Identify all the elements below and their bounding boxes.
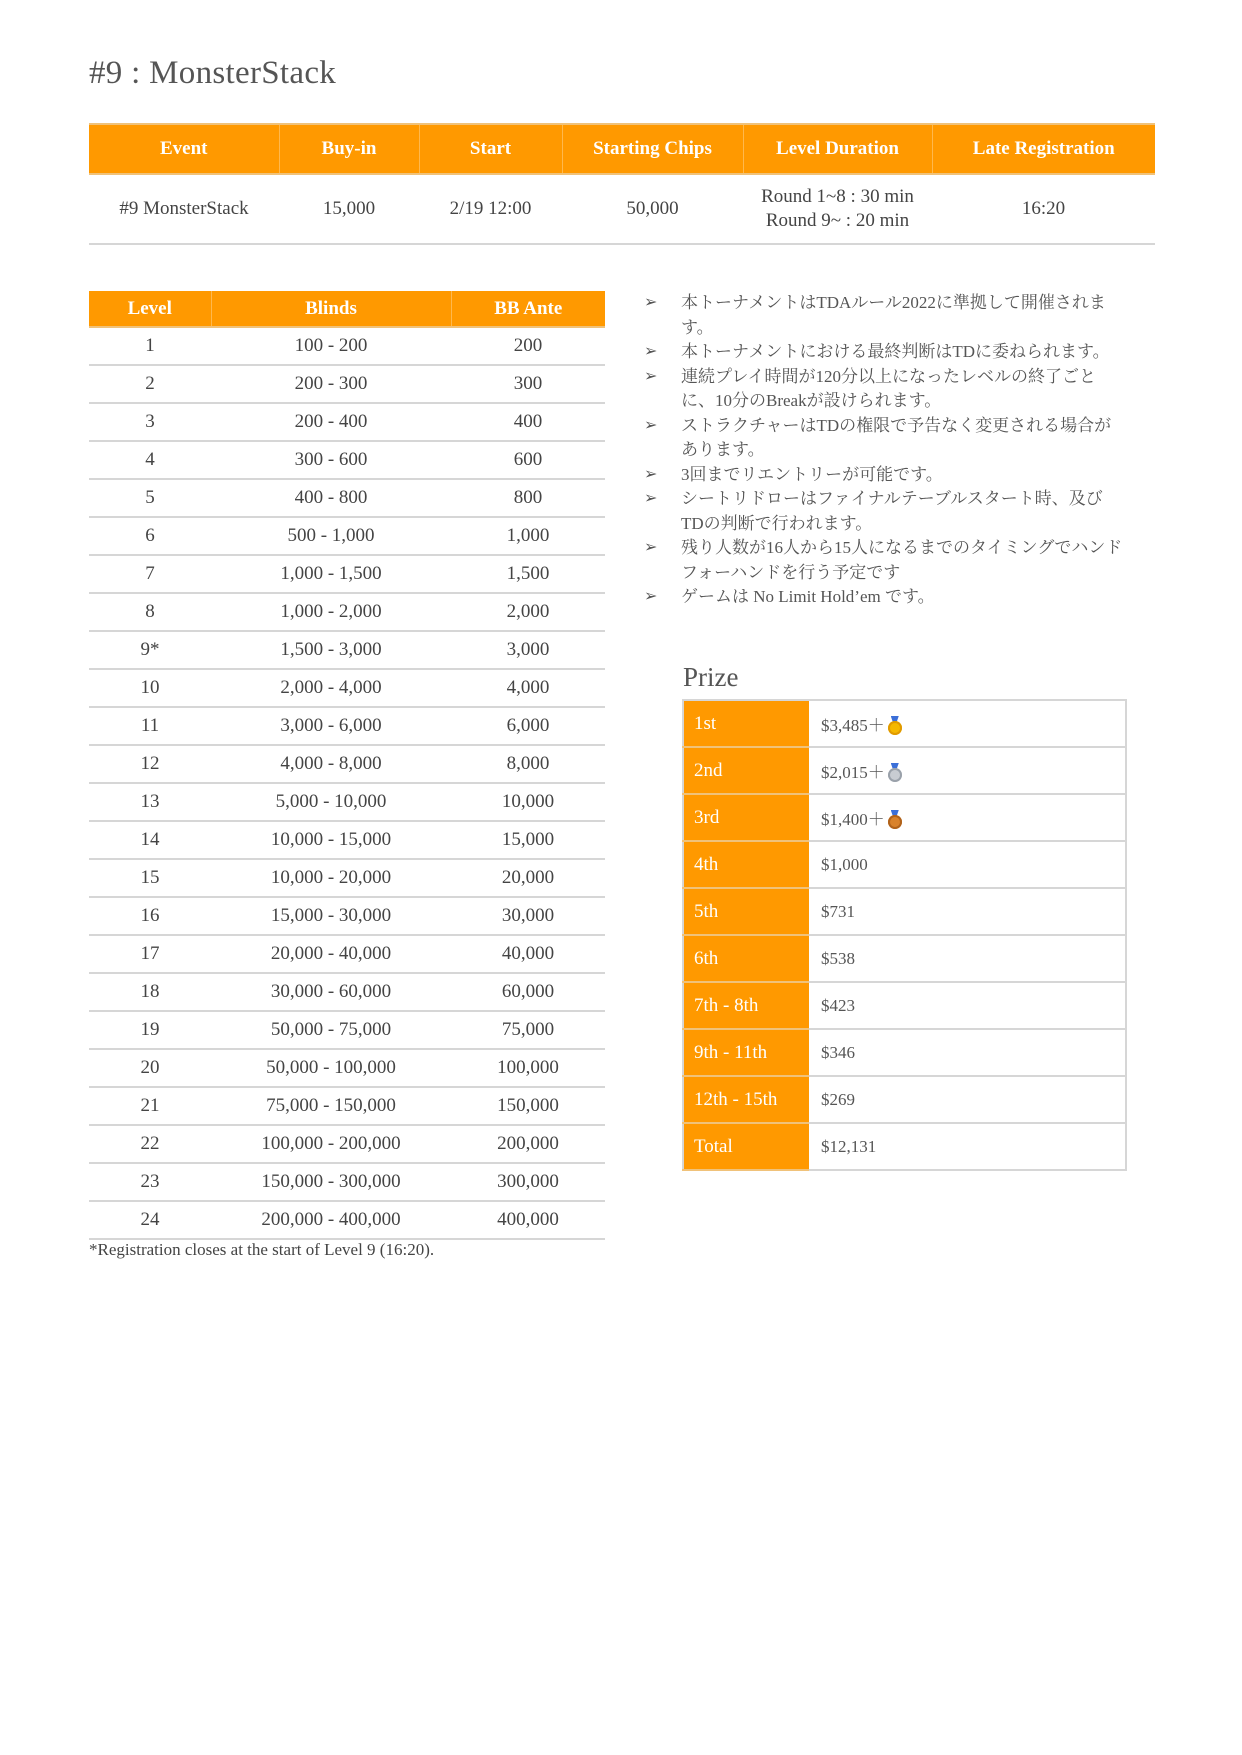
list-item: [644, 365, 1124, 414]
table-row: [683, 747, 1126, 794]
bb-ante-cell: 4,000: [451, 669, 605, 707]
blinds-cell: 5,000 - 10,000: [211, 783, 451, 821]
level-cell: 6: [89, 517, 211, 555]
bb-ante-cell: 150,000: [451, 1087, 605, 1125]
table-row: [683, 841, 1126, 888]
level-cell: 5: [89, 479, 211, 517]
arrow-bullet-icon: ➢: [644, 294, 658, 311]
blinds-cell: 200 - 400: [211, 403, 451, 441]
duration-line-2: Round 9~ : 20 min: [765, 210, 910, 231]
event-level-duration: [743, 174, 932, 244]
blinds-cell: 1,500 - 3,000: [211, 631, 451, 669]
prize-place: 1st: [683, 700, 809, 747]
table-row: [89, 479, 605, 517]
header-late-registration: Late Registration: [932, 124, 1155, 174]
prize-place: 3rd: [683, 794, 809, 841]
prize-amount-cell: [809, 700, 1126, 747]
blinds-cell: 1,000 - 1,500: [211, 555, 451, 593]
prize-table: [682, 699, 1127, 1171]
note-text: 連続プレイ時間が120分以上になったレベルの終了ごとに、10分のBreakが設けられます。: [681, 366, 1096, 410]
table-row: [683, 888, 1126, 935]
bb-ante-cell: 300,000: [451, 1163, 605, 1201]
bb-ante-cell: 400,000: [451, 1201, 605, 1239]
bb-ante-cell: 75,000: [451, 1011, 605, 1049]
table-row: [89, 517, 605, 555]
list-item: [644, 414, 1124, 463]
blinds-cell: 400 - 800: [211, 479, 451, 517]
blinds-cell: 15,000 - 30,000: [211, 897, 451, 935]
registration-footnote: *Registration closes at the start of Level 9 (16:20).: [89, 1240, 435, 1259]
table-row: [89, 555, 605, 593]
prize-amount-cell: [809, 888, 1126, 935]
list-item: [644, 536, 1124, 585]
note-text: 本トーナメントはTDAルール2022に準拠して開催されます。: [681, 293, 1106, 337]
arrow-bullet-icon: ➢: [644, 490, 658, 507]
header-start: Start: [419, 124, 562, 174]
bb-ante-cell: 3,000: [451, 631, 605, 669]
blinds-cell: 4,000 - 8,000: [211, 745, 451, 783]
level-cell: 8: [89, 593, 211, 631]
silver-medal-icon: [888, 763, 902, 781]
level-cell: 22: [89, 1125, 211, 1163]
level-cell: 23: [89, 1163, 211, 1201]
note-text: 本トーナメントにおける最終判断はTDに委ねられます。: [681, 342, 1110, 361]
bb-ante-cell: 8,000: [451, 745, 605, 783]
prize-amount: $269: [821, 1089, 855, 1109]
table-row: [89, 707, 605, 745]
bb-ante-cell: 200,000: [451, 1125, 605, 1163]
arrow-bullet-icon: ➢: [644, 416, 658, 434]
prize-place: 6th: [683, 935, 809, 982]
level-cell: 16: [89, 897, 211, 935]
note-text: ストラクチャーはTDの権限で予告なく変更される場合があります。: [681, 415, 1112, 459]
blinds-cell: 20,000 - 40,000: [211, 935, 451, 973]
prize-amount-cell: [809, 747, 1126, 794]
header-starting-chips: Starting Chips: [562, 124, 743, 174]
prize-table-body: [683, 700, 1126, 1170]
note-text: ゲームは No Limit Hold’em です。: [681, 587, 935, 606]
bb-ante-cell: 20,000: [451, 859, 605, 897]
rules-notes: [644, 291, 1124, 610]
list-item: [644, 291, 1124, 340]
level-cell: 2: [89, 365, 211, 403]
table-row: [89, 1087, 605, 1125]
note-text: 3回までリエントリーが可能です。: [681, 464, 943, 484]
event-starting-chips: 50,000: [562, 174, 743, 244]
bb-ante-cell: 15,000: [451, 821, 605, 859]
event-start: 2/19 12:00: [419, 174, 562, 244]
bb-ante-cell: 60,000: [451, 973, 605, 1011]
event-table-header: [89, 124, 1155, 174]
prize-amount: $12,131: [821, 1136, 877, 1156]
prize-amount: $1,000: [821, 854, 868, 874]
list-item: [644, 463, 1124, 488]
table-row: [89, 1049, 605, 1087]
table-row: [89, 631, 605, 669]
bb-ante-cell: 600: [451, 441, 605, 479]
prize-amount: $3,485＋: [821, 716, 885, 735]
table-row: [89, 1163, 605, 1201]
event-table: [89, 123, 1155, 245]
blinds-cell: 3,000 - 6,000: [211, 707, 451, 745]
header-bb-ante: BB Ante: [451, 291, 605, 327]
bb-ante-cell: 6,000: [451, 707, 605, 745]
table-row: [89, 441, 605, 479]
arrow-bullet-icon: ➢: [644, 539, 658, 556]
bb-ante-cell: 100,000: [451, 1049, 605, 1087]
prize-amount: $2,015＋: [821, 763, 885, 782]
table-row: [89, 403, 605, 441]
blinds-cell: 1,000 - 2,000: [211, 593, 451, 631]
event-name: #9 MonsterStack: [89, 174, 279, 244]
table-row: [683, 1029, 1126, 1076]
level-cell: 7: [89, 555, 211, 593]
bb-ante-cell: 300: [451, 365, 605, 403]
table-row: [683, 1123, 1126, 1170]
table-row: [683, 1076, 1126, 1123]
table-row: [89, 973, 605, 1011]
bb-ante-cell: 10,000: [451, 783, 605, 821]
bb-ante-cell: 1,000: [451, 517, 605, 555]
blinds-cell: 75,000 - 150,000: [211, 1087, 451, 1125]
prize-amount: $423: [821, 995, 855, 1015]
table-row: [89, 935, 605, 973]
table-row: [89, 327, 605, 365]
event-row: [89, 174, 1155, 244]
blinds-cell: 30,000 - 60,000: [211, 973, 451, 1011]
prize-place: 4th: [683, 841, 809, 888]
bb-ante-cell: 400: [451, 403, 605, 441]
level-cell: 17: [89, 935, 211, 973]
level-cell: 19: [89, 1011, 211, 1049]
table-row: [683, 982, 1126, 1029]
blinds-cell: 100 - 200: [211, 327, 451, 365]
prize-title: Prize: [683, 662, 739, 692]
note-text: シートリドローはファイナルテーブルスタート時、及びTDの判断で行われます。: [681, 489, 1103, 533]
arrow-bullet-icon: ➢: [644, 465, 658, 483]
prize-amount: $731: [821, 901, 855, 921]
list-item: [644, 487, 1124, 536]
table-row: [89, 821, 605, 859]
level-cell: 11: [89, 707, 211, 745]
prize-amount-cell: [809, 1123, 1126, 1170]
bb-ante-cell: 40,000: [451, 935, 605, 973]
level-cell: 10: [89, 669, 211, 707]
prize-amount-cell: [809, 1029, 1126, 1076]
bb-ante-cell: 2,000: [451, 593, 605, 631]
blinds-cell: 300 - 600: [211, 441, 451, 479]
prize-place: 9th - 11th: [683, 1029, 809, 1076]
gold-medal-icon: [888, 716, 902, 734]
table-row: [89, 897, 605, 935]
list-item: [644, 340, 1124, 365]
table-row: [89, 669, 605, 707]
header-buy-in: Buy-in: [279, 124, 419, 174]
table-row: [89, 745, 605, 783]
blinds-cell: 150,000 - 300,000: [211, 1163, 451, 1201]
level-cell: 18: [89, 973, 211, 1011]
blinds-table-body: [89, 327, 605, 1239]
duration-line-1: Round 1~8 : 30 min: [761, 186, 914, 207]
level-cell: 21: [89, 1087, 211, 1125]
prize-place: 5th: [683, 888, 809, 935]
bb-ante-cell: 200: [451, 327, 605, 365]
level-cell: 20: [89, 1049, 211, 1087]
table-row: [89, 1125, 605, 1163]
blinds-cell: 10,000 - 15,000: [211, 821, 451, 859]
table-row: [683, 700, 1126, 747]
level-cell: 15: [89, 859, 211, 897]
level-cell: 3: [89, 403, 211, 441]
blinds-cell: 100,000 - 200,000: [211, 1125, 451, 1163]
event-buy-in: 15,000: [279, 174, 419, 244]
blinds-cell: 2,000 - 4,000: [211, 669, 451, 707]
event-late-registration: 16:20: [932, 174, 1155, 244]
bb-ante-cell: 30,000: [451, 897, 605, 935]
level-cell: 4: [89, 441, 211, 479]
table-row: [89, 1201, 605, 1239]
header-blinds: Blinds: [211, 291, 451, 327]
list-item: [644, 585, 1124, 610]
table-row: [89, 593, 605, 631]
table-row: [89, 1011, 605, 1049]
table-row: [683, 935, 1126, 982]
note-text: 残り人数が16人から15人になるまでのタイミングでハンドフォーハンドを行う予定です: [681, 538, 1123, 582]
header-level-duration: Level Duration: [743, 124, 932, 174]
prize-amount: $538: [821, 948, 855, 968]
level-cell: 12: [89, 745, 211, 783]
table-row: [89, 783, 605, 821]
arrow-bullet-icon: ➢: [644, 343, 658, 360]
blinds-cell: 50,000 - 100,000: [211, 1049, 451, 1087]
page-title: #9 : MonsterStack: [89, 55, 337, 91]
prize-amount-cell: [809, 982, 1126, 1029]
blinds-cell: 10,000 - 20,000: [211, 859, 451, 897]
prize-amount-cell: [809, 935, 1126, 982]
prize-amount-cell: [809, 841, 1126, 888]
level-cell: 24: [89, 1201, 211, 1239]
bb-ante-cell: 1,500: [451, 555, 605, 593]
prize-place: 7th - 8th: [683, 982, 809, 1029]
arrow-bullet-icon: ➢: [644, 588, 658, 605]
prize-amount: $1,400＋: [821, 810, 885, 829]
header-event: Event: [89, 124, 279, 174]
prize-place: Total: [683, 1123, 809, 1170]
blinds-cell: 500 - 1,000: [211, 517, 451, 555]
prize-place: 2nd: [683, 747, 809, 794]
level-cell: 13: [89, 783, 211, 821]
blinds-cell: 200,000 - 400,000: [211, 1201, 451, 1239]
level-cell: 1: [89, 327, 211, 365]
blinds-cell: 50,000 - 75,000: [211, 1011, 451, 1049]
blinds-table-header: [89, 291, 605, 327]
prize-amount: $346: [821, 1042, 855, 1062]
level-cell: 14: [89, 821, 211, 859]
blinds-cell: 200 - 300: [211, 365, 451, 403]
table-row: [683, 794, 1126, 841]
table-row: [89, 365, 605, 403]
prize-amount-cell: [809, 794, 1126, 841]
prize-place: 12th - 15th: [683, 1076, 809, 1123]
header-level: Level: [89, 291, 211, 327]
bb-ante-cell: 800: [451, 479, 605, 517]
bronze-medal-icon: [888, 810, 902, 828]
arrow-bullet-icon: ➢: [644, 367, 658, 385]
blinds-table: [89, 291, 605, 1240]
level-cell: 9*: [89, 631, 211, 669]
prize-amount-cell: [809, 1076, 1126, 1123]
table-row: [89, 859, 605, 897]
